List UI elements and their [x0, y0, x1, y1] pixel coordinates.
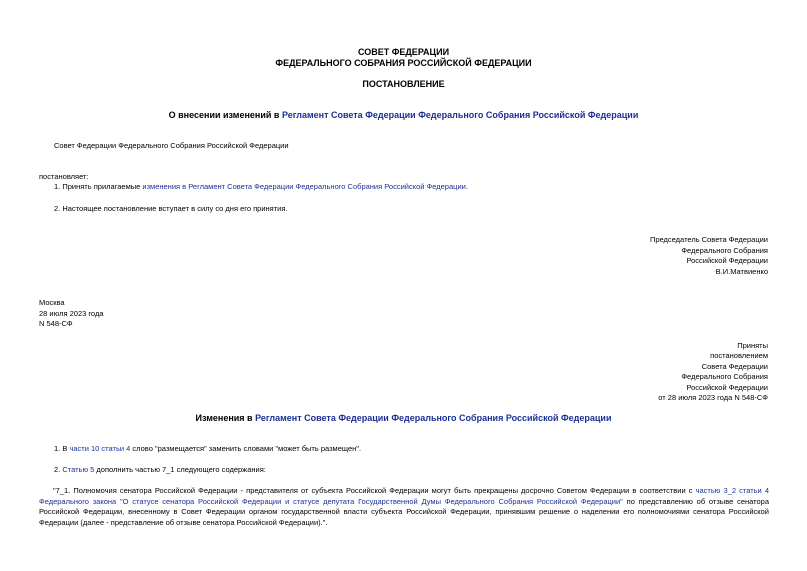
document-title	[0, 110, 807, 121]
part-10-link[interactable]: части 10	[69, 444, 100, 453]
quote-text-1: "7_1. Полномочия сенатора Российской Федерации - представителя от субъекта Российской Федерации могут быть прекращены досрочно Советом Федерации в соответствии с	[53, 486, 696, 495]
signature-line-1: Председатель Совета Федерации	[649, 235, 768, 244]
change-1	[54, 444, 361, 454]
adopted-line-6: от 28 июля 2023 года N 548-СФ	[658, 393, 768, 402]
title-regulation-link[interactable]: Регламент Совета Федерации Федерального Собрания Российской Федерации	[281, 110, 639, 120]
item-1	[54, 182, 468, 192]
change-2-text: дополнить частью 7_1 следующего содержания:	[94, 465, 266, 474]
quoted-paragraph	[39, 486, 769, 529]
header-line-1: СОВЕТ ФЕДЕРАЦИИ	[357, 47, 450, 57]
article-4-link[interactable]: статьи 4	[101, 444, 131, 453]
document-type: ПОСТАНОВЛЕНИЕ	[362, 79, 445, 89]
signature-name: В.И.Матвиенко	[715, 267, 768, 276]
article-5-link[interactable]: Статью 5	[62, 465, 95, 474]
change-1-prefix: 1. В	[54, 444, 70, 453]
changes-title	[0, 413, 807, 424]
signature-line-2: Федерального Собрания	[681, 246, 768, 255]
adopted-line-5: Российской Федерации	[686, 383, 768, 392]
change-2-prefix: 2.	[54, 465, 63, 474]
changes-title-prefix: Изменения в	[195, 413, 256, 423]
header-line-2: ФЕДЕРАЛЬНОГО СОБРАНИЯ РОССИЙСКОЙ ФЕДЕРАЦИИ	[275, 58, 532, 68]
item-2: 2. Настоящее постановление вступает в силу со дня его принятия.	[54, 204, 288, 213]
adopted-line-4: Федерального Собрания	[681, 372, 768, 381]
place-city: Москва	[39, 298, 65, 307]
change-1-text: слово "размещается" заменить словами "может быть размещен".	[130, 444, 362, 453]
title-prefix: О внесении изменений в	[168, 110, 282, 120]
item-1-prefix: 1. Принять прилагаемые	[54, 182, 143, 191]
place-date: 28 июля 2023 года	[39, 309, 104, 318]
resolves-text: постановляет:	[39, 172, 89, 181]
document-number: N 548-СФ	[39, 319, 73, 328]
item-1-suffix: .	[465, 182, 468, 191]
federal-law-link[interactable]: частью 3_2 статьи 4 Федерального закона "О статусе сенатора Российской Федерации и статусе депутата Государственной Думы Федерального Собрания Российской Федерации"	[39, 486, 769, 506]
intro-text: Совет Федерации Федерального Собрания Российской Федерации	[54, 141, 289, 150]
change-2	[54, 465, 266, 475]
signature-line-3: Российской Федерации	[686, 256, 768, 265]
item-1-changes-link[interactable]: изменения в Регламент Совета Федерации Федерального Собрания Российской Федерации	[142, 182, 466, 191]
adopted-line-1: Приняты	[737, 341, 768, 350]
changes-title-regulation-link[interactable]: Регламент Совета Федерации Федерального Собрания Российской Федерации	[255, 413, 612, 423]
adopted-line-3: Совета Федерации	[701, 362, 768, 371]
quote-text-2: по представлению об отзыве сенатора Российской Федерации, внесенному в Совет Федерации органом государственной власти субъекта Российской Федерации, принявшим решение о наделении его полномочиями сенатора Российской Федерации (далее - представление об отзыве сенатора Российской Федерации).".	[39, 496, 769, 528]
adopted-line-2: постановлением	[710, 351, 768, 360]
